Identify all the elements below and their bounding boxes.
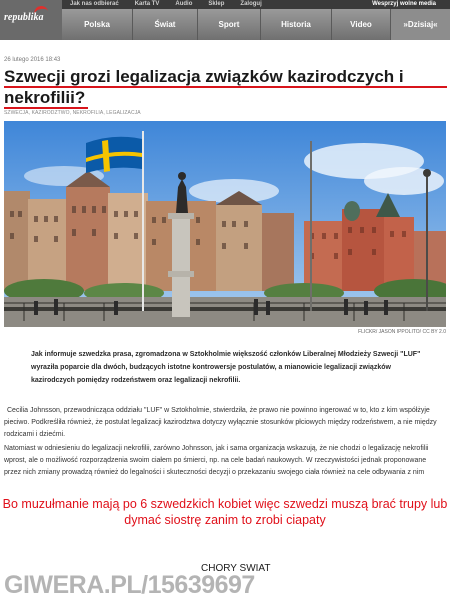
title-underline [4, 107, 88, 109]
watermark-id: 15639697 [147, 571, 255, 599]
nav-dzisiaj[interactable]: »Dzisiaj« [391, 9, 450, 40]
article-tags[interactable]: SZWECJA, KAZIRODZTWO, NEKROFILIA, LEGALIZACJA [4, 110, 141, 116]
main-nav [62, 9, 450, 40]
top-link-zaloguj[interactable]: Zaloguj [240, 1, 262, 7]
nav-swiat[interactable]: Świat [154, 20, 176, 29]
top-links [70, 0, 278, 9]
stockholm-photo [4, 121, 446, 327]
nav-video[interactable]: Video [350, 20, 372, 29]
article-photo [4, 121, 446, 327]
title-underline [4, 86, 447, 88]
top-link-jak-nas-odbierac[interactable]: Jak nas odbierać [70, 1, 119, 7]
meme-footer-text: CHORY SWIAT [201, 563, 271, 574]
nav-sport[interactable]: Sport [218, 20, 240, 29]
article-paragraph: Natomiast w odniesieniu do legalizacji nekrofilii, zarówno Johnsson, jak i sama organizacja wskazują, że nie chodzi o legalizację nekrofilii wprost, ale o możliwość rozporządzenia swoim ciałem po śmierci, np. na cele badań naukowych. W rzeczywistości jednak proponowane przez nich zmiany prowadzą również do legalności i skuteczności decyzji o przekazaniu swojego ciała również na cele odbywania z nim [4, 445, 429, 476]
watermark-site: GIWERA.PL/ [4, 571, 148, 599]
top-link-karta-tv[interactable]: Karta TV [134, 1, 160, 7]
nav-polska[interactable]: Polska [84, 20, 110, 29]
article-lead: Jak informuje szwedzka prasa, zgromadzona w Sztokholmie większość członków Liberalnej Młodzieży Szwecji "LUF" wyraziła poparcie dla dwóch, budzących istotne kontrowersje postulatów, a mianowicie legalizacji związków kazirodczych pomiędzy rodzeństwem oraz legalizacji nekrofilii. [31, 351, 421, 384]
support-link[interactable]: Wesprzyj wolne media [372, 1, 436, 7]
top-link-sklep[interactable]: Sklep [208, 1, 225, 7]
meme-caption: Bo muzułmanie mają po 6 szwedzkich kobiet więc szwedzi muszą brać trupy lub dymać siostrę zanim to zrobi ciapaty [2, 497, 448, 527]
article-paragraph: Cecilia Johnsson, przewodnicząca oddziału "LUF" w Sztokholmie, stwierdziła, że prawo nie powinno ingerować w to, kto z kim współżyje pieciwo. Podkreśliła również, że postulat legalizacji kazirodztwa dotyczy wyłącznie stosunków płciowych między rodzeństwem, a nie między rodzicami i dziećmi. [4, 407, 437, 438]
logo-text: republika [4, 12, 44, 23]
top-link-audio[interactable]: Audio [175, 1, 193, 7]
photo-credit: FLICKR/ JASON IPPOLITO/ CC BY 2.0 [358, 329, 446, 335]
article-title: Szwecji grozi legalizacja związków kazirodczych i nekrofilii? [4, 67, 404, 107]
nav-historia[interactable]: Historia [281, 20, 311, 29]
article-date: 26 lutego 2016 18:43 [4, 57, 61, 63]
site-logo[interactable] [0, 0, 62, 40]
watermark [4, 571, 255, 600]
